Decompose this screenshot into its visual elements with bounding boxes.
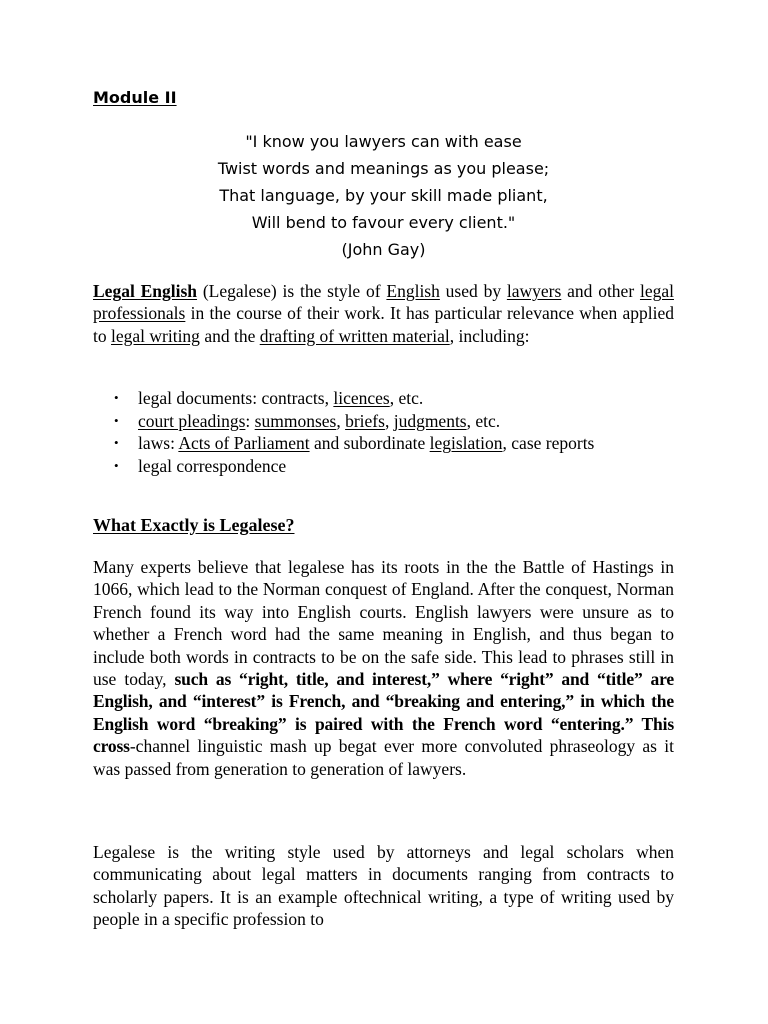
section-heading: What Exactly is Legalese?	[93, 515, 295, 535]
bullet-icon: •	[114, 435, 119, 451]
link-court-pleadings[interactable]: court pleadings	[138, 410, 246, 431]
legalese-definition-paragraph	[93, 841, 674, 931]
text-run: in the course of their work. It has particular relevance when applied to	[93, 303, 674, 346]
text-run: , case reports	[502, 433, 595, 454]
legal-text-list	[93, 387, 674, 477]
bullet-icon: •	[114, 390, 119, 405]
text-run: ,	[336, 410, 346, 431]
link-acts-of-parliament[interactable]: Acts of Parliament	[178, 433, 310, 454]
link-english[interactable]: English	[386, 281, 440, 301]
text-run: :	[245, 410, 255, 431]
intro-paragraph	[93, 280, 674, 347]
list-item	[93, 410, 674, 433]
text-run: and subordinate	[309, 433, 430, 454]
link-legal-professionals[interactable]: legal professionals	[93, 281, 674, 324]
section-heading-block	[93, 515, 674, 536]
text-run: , etc.	[389, 388, 424, 408]
para3-block	[93, 841, 674, 931]
poem-attribution: (John Gay)	[341, 240, 426, 259]
epigraph-poem	[93, 128, 674, 263]
intro-block	[93, 280, 674, 347]
text-run: legal correspondence	[138, 455, 287, 476]
link-legal-writing[interactable]: legal writing	[111, 325, 200, 346]
poem-line: Twist words and meanings as you please;	[217, 159, 550, 178]
text-run: laws:	[138, 433, 179, 454]
bullet-icon: •	[114, 457, 119, 473]
text-run: (Legalese) is the style of	[197, 281, 387, 301]
text-run: Many experts believe that legalese has its roots in the the Battle of Hastings in 1066, which lead to the Norman conquest of England. After the conquest, Norman French found its way into English courts. English lawyers were unsure as to whether a French word had the same meaning in English, and thus began to include both words in contracts to be on the safe side. This lead to phrases still in use today,	[93, 557, 674, 690]
list-item	[93, 455, 674, 478]
poem-line: "I know you lawyers can with ease	[245, 132, 522, 151]
legalese-history-paragraph	[93, 556, 674, 780]
legal-text-list-block	[93, 387, 674, 477]
link-drafting-written-material[interactable]: drafting of written material	[259, 325, 450, 346]
text-run: and other	[561, 281, 640, 301]
text-run: used by	[439, 281, 507, 301]
poem-line: Will bend to favour every client."	[251, 213, 516, 232]
poem-line: That language, by your skill made pliant,	[219, 186, 548, 205]
link-lawyers[interactable]: lawyers	[506, 281, 562, 301]
text-run: and the	[199, 325, 260, 346]
link-legislation[interactable]: legislation	[429, 433, 503, 454]
text-run: legal documents: contracts,	[138, 388, 334, 408]
list-item	[93, 432, 674, 455]
link-licences[interactable]: licences	[333, 388, 390, 408]
text-run-bold: such as “right, title, and interest,” where “right” and “title” are English, and “interest” is French, and “breaking and entering,” in which the English word “breaking” is paired with the French word “entering.” This cross	[93, 669, 674, 757]
link-summonses[interactable]: summonses	[254, 410, 337, 431]
text-run: -channel linguistic mash up begat ever more convoluted phraseology as it was passed from generation to generation of lawyers.	[93, 736, 674, 779]
bullet-icon: •	[114, 412, 119, 428]
text-run: , including:	[449, 325, 530, 346]
para2-block	[93, 556, 674, 780]
link-judgments[interactable]: judgments	[393, 410, 467, 431]
text-run: Legalese is the writing style used by attorneys and legal scholars when communicating about legal matters in documents ranging from contracts to scholarly papers. It is an example oftechnical writing, a type of writing used by people in a specific profession to	[93, 842, 674, 930]
link-briefs[interactable]: briefs	[345, 410, 385, 431]
text-run: ,	[384, 410, 394, 431]
module-title: Module II	[93, 88, 177, 107]
list-item	[93, 387, 674, 410]
text-run: , etc.	[466, 410, 501, 431]
legal-english-term: Legal English	[93, 281, 198, 301]
